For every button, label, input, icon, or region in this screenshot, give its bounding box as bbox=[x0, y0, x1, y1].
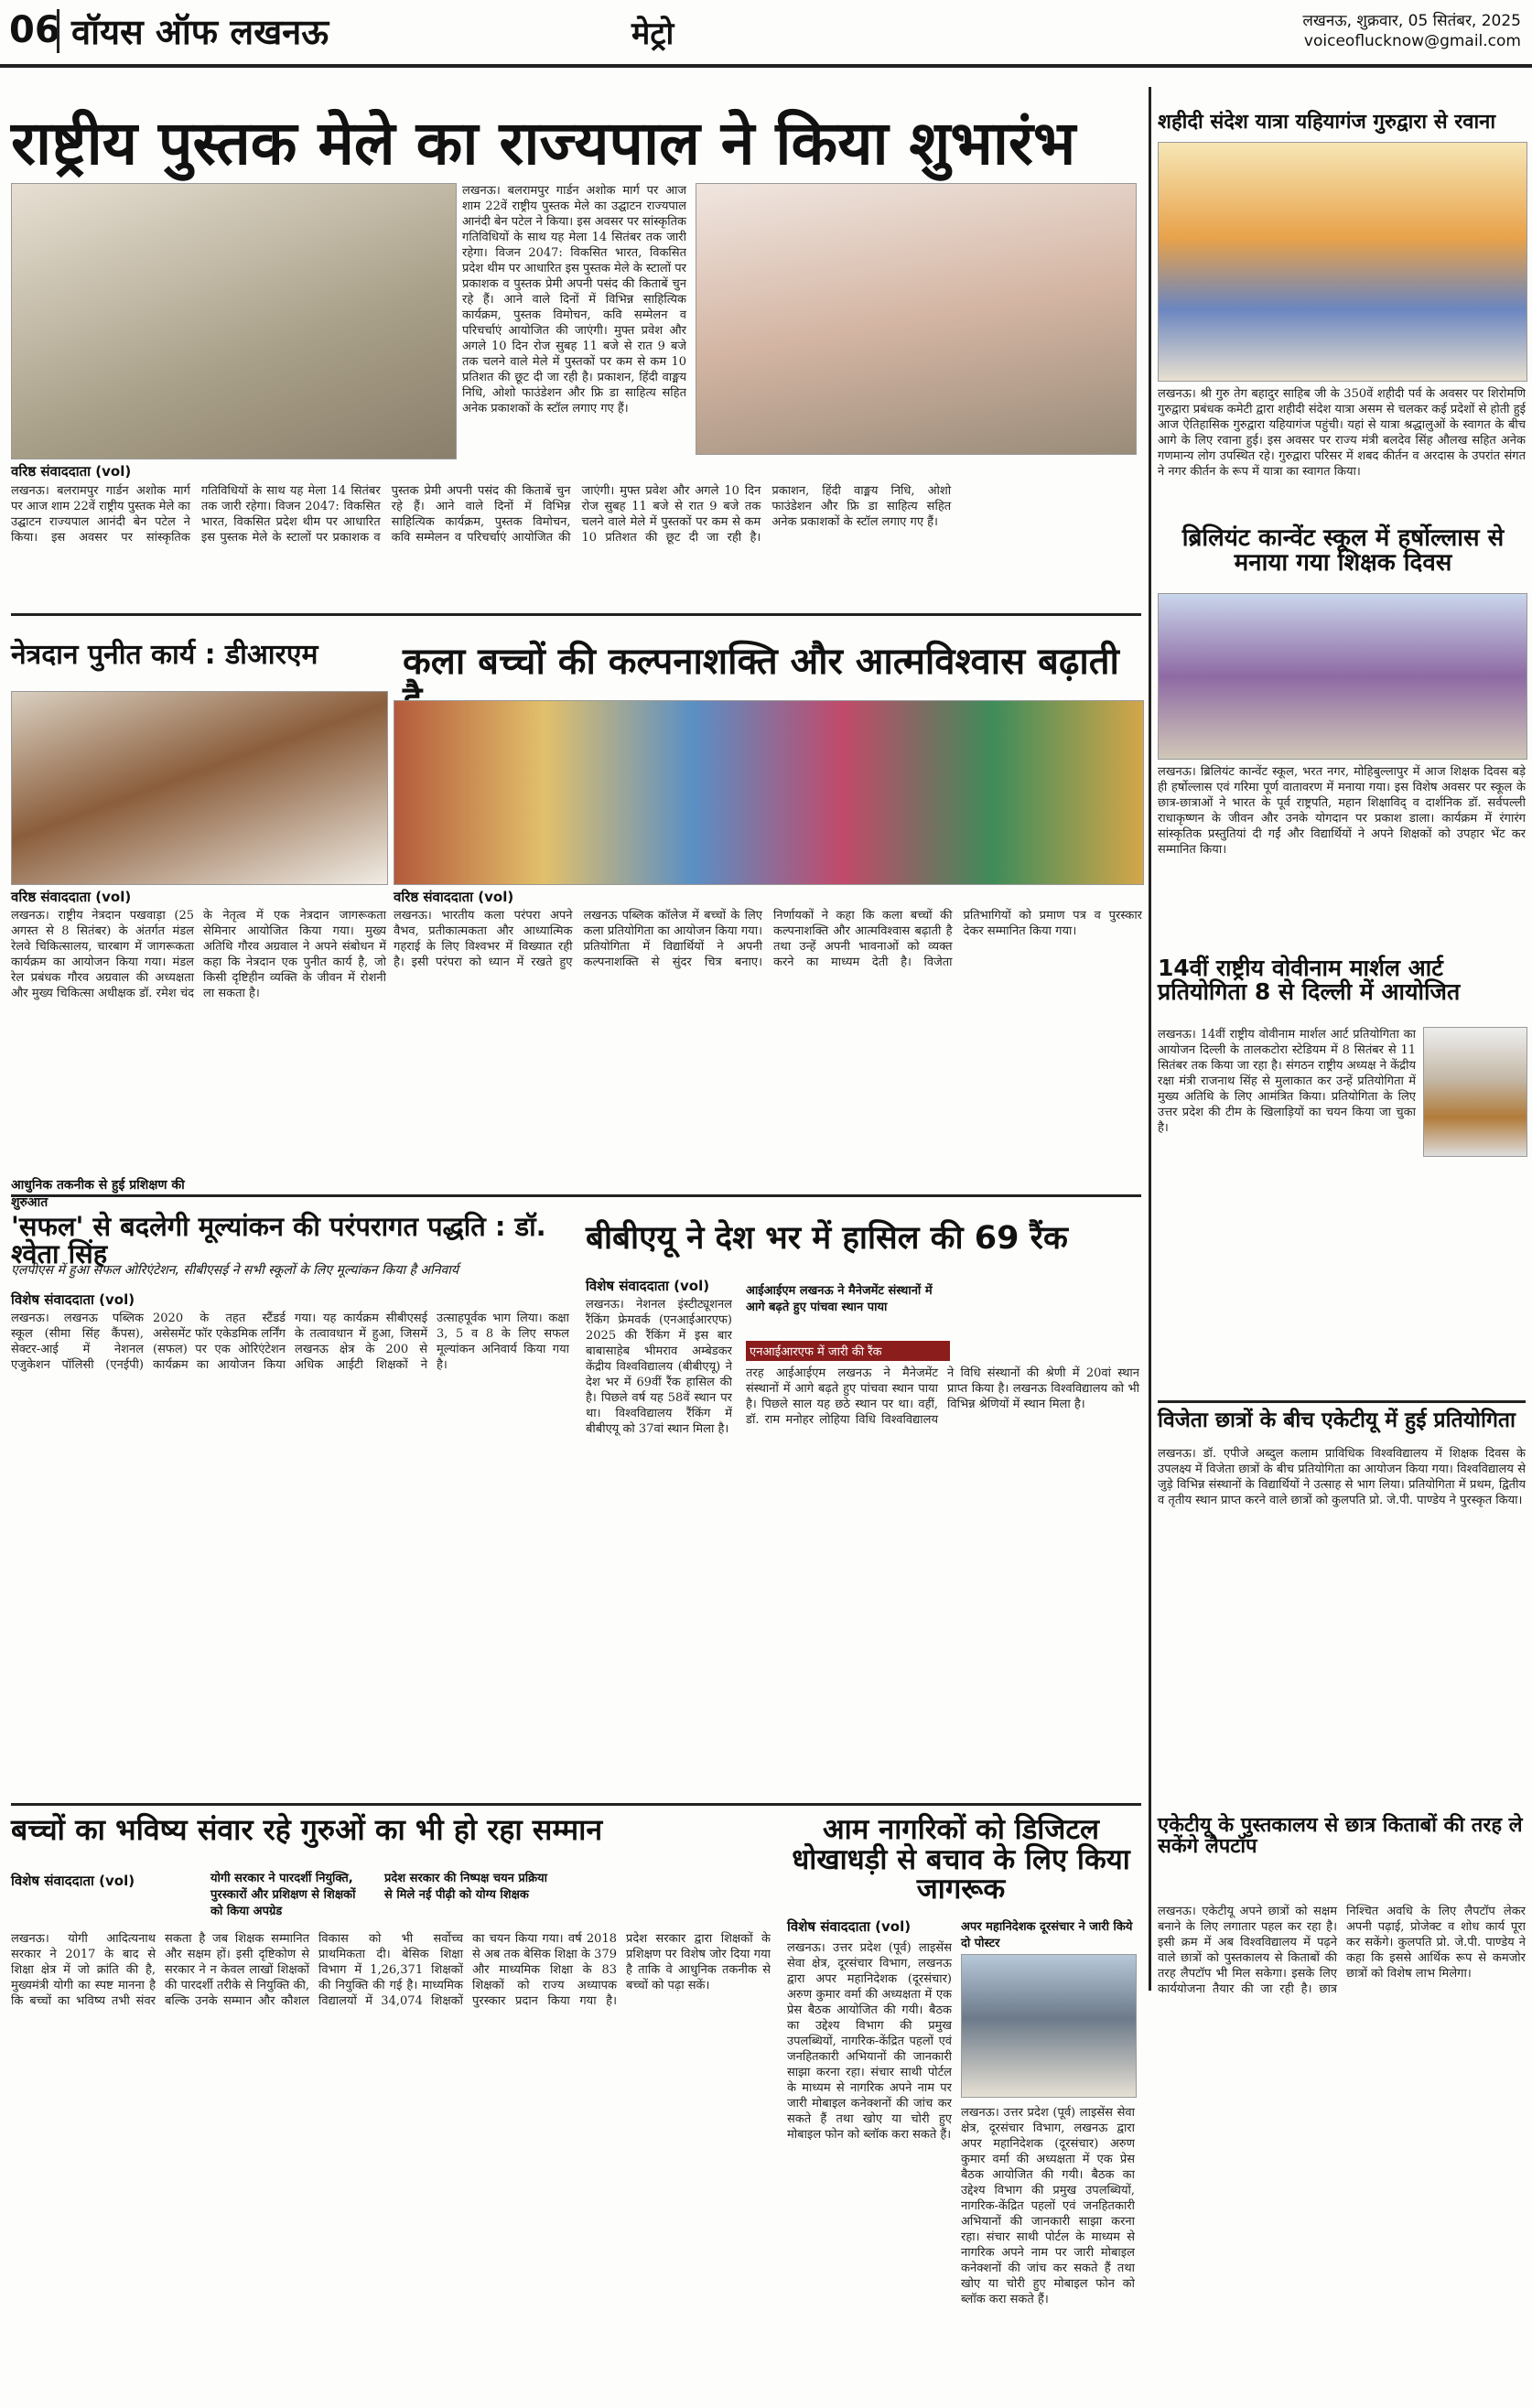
story1-body-upper: लखनऊ। बलरामपुर गार्डन अशोक मार्ग पर आज शाम 22वें राष्ट्रीय पुस्तक मेले का उद्घाटन राज्यपाल आनंदी बेन पटेल ने किया। इस अवसर पर सांस्कृतिक गतिविधियों के साथ यह मेला 14 सितंबर तक जारी रहेगा। विजन 2047: विकसित भारत, विकसित प्रदेश थीम पर आधारित इस पुस्तक मेले के स्टालों पर प्रकाशक व पुस्तक प्रेमी अपनी पसंद की किताबें चुन रहे हैं। आने वाले दिनों में विभिन्न साहित्यिक कार्यक्रम, पुस्तक विमोचन, कवि सम्मेलन व परिचर्चाएं आयोजित की जाएंगी। मुफ्त प्रवेश और अगले 10 दिन रोज सुबह 11 बजे से रात 9 बजे तक चलने वाले मेले में पुस्तकों पर कम से कम 10 प्रतिशत की छूट दी जा रही है। प्रकाशन, हिंदी वाङ्मय निधि, ओशो फाउंडेशन और फ्रि डा साहित्य सहित अनेक प्रकाशकों के स्टॉल लगाए गए हैं। bbox=[462, 184, 686, 416]
section-name: मेट्रो bbox=[631, 16, 674, 52]
story7-body: लखनऊ। उत्तर प्रदेश (पूर्व) लाइसेंस सेवा क्षेत्र, दूरसंचार विभाग, लखनऊ द्वारा अपर महानिदेशक (दूरसंचार) अरुण कुमार वर्मा की अध्यक्षता में एक प्रेस बैठक आयोजित की गयी। बैठक का उद्देश्य विभाग की प्रमुख उपलब्धियों, नागरिक-केंद्रित पहलों एवं जनहितकारी अभियानों की जानकारी साझा करना रहा। संचार साथी पोर्टल के माध्यम से नागरिक अपने नाम पर जारी मोबाइल कनेक्शनों की जांच कर सकते हैं तथा खोए या चोरी हुए मोबाइल फोन को ब्लॉक करा सकते हैं। bbox=[787, 1941, 952, 2142]
paper-name: वॉयस ऑफ लखनऊ bbox=[71, 12, 329, 52]
story3-photo bbox=[394, 700, 1144, 885]
row-rule-2 bbox=[11, 1194, 1141, 1197]
story3-byline: वरिष्ठ संवाददाता (vol) bbox=[394, 889, 514, 905]
row-rule-3 bbox=[11, 1803, 1141, 1806]
sidebar4-rule bbox=[1158, 1400, 1526, 1403]
sidebar1-headline: शहीदी संदेश यात्रा यहियागंज गुरुद्वारा से रवाना bbox=[1158, 111, 1496, 134]
sidebar4-headline: विजेता छात्रों के बीच एकेटीयू में हुई प्रतियोगिता bbox=[1158, 1409, 1516, 1432]
story2-headline: नेत्रदान पुनीत कार्य : डीआरएम bbox=[11, 639, 318, 671]
sidebar2-photo bbox=[1158, 593, 1527, 760]
story6-box1: योगी सरकार ने पारदर्शी नियुक्ति, पुरस्कारों और प्रशिक्षण से शिक्षकों को किया अपग्रेड bbox=[210, 1872, 356, 1918]
story4-byline: विशेष संवाददाता (vol) bbox=[11, 1291, 135, 1308]
story6-byline: विशेष संवाददाता (vol) bbox=[11, 1873, 135, 1889]
story7-caption: अपर महानिदेशक दूरसंचार ने जारी किये दो पोस्टर bbox=[961, 1920, 1133, 1950]
story3-body: लखनऊ। भारतीय कला परंपरा अपने वैभव, प्रतीकात्मकता और आध्यात्मिक गहराई के लिए विश्वभर में विख्यात रही है। इसी परंपरा को ध्यान में रखते हुए लखनऊ पब्लिक कॉलेज में बच्चों के लिए कला प्रतियोगिता का आयोजन किया गया। प्रतियोगिता में विद्यार्थियों ने अपनी कल्पनाशक्ति से सुंदर चित्र बनाए। निर्णायकों ने कहा कि कला बच्चों की कल्पनाशक्ति और आत्मविश्वास बढ़ाती है तथा उन्हें अपनी भावनाओं को व्यक्त करने का माध्यम देती है। विजेता प्रतिभागियों को प्रमाण पत्र व पुरस्कार देकर सम्मानित किया गया। bbox=[394, 909, 1142, 969]
story2-photo bbox=[11, 691, 388, 885]
story7-headline: आम नागरिकों को डिजिटल धोखाधड़ी से बचाव के लिए किया जागरूक bbox=[792, 1813, 1130, 1906]
row-rule bbox=[11, 613, 1141, 616]
sidebar1-photo bbox=[1158, 142, 1527, 382]
sidebar1-body: लखनऊ। श्री गुरु तेग बहादुर साहिब जी के 350वें शहीदी पर्व के अवसर पर शिरोमणि गुरुद्वारा प्रबंधक कमेटी द्वारा शहीदी संदेश यात्रा असम से चलकर कई प्रदेशों से होती हुई आज ऐतिहासिक गुरुद्वारा यहियागंज पहुंची। यहां से यात्रा श्रद्धालुओं के स्वागत के बीच आगे के लिए रवाना हुई। इस अवसर पर राज्य मंत्री बलदेव सिंह औलख सहित अनेक गणमान्य लोग उपस्थित रहे। गुरुद्वारा परिसर में शबद कीर्तन व अरदास के उपरांत संगत ने नगर कीर्तन के रूप में यात्रा का स्वागत किया। bbox=[1158, 387, 1526, 479]
story7-byline: विशेष संवाददाता (vol) bbox=[787, 1918, 912, 1935]
sidebar2-body: लखनऊ। ब्रिलियंट कान्वेंट स्कूल, भरत नगर, मोहिबुल्लापुर में आज शिक्षक दिवस बड़े ही हर्षोल्लास एवं गरिमा पूर्ण वातावरण में मनाया गया। इस विशेष अवसर पर स्कूल के छात्र-छात्राओं ने भारत के पूर्व राष्ट्रपति, महान शिक्षाविद् व दार्शनिक डॉ. सर्वपल्ली राधाकृष्णन के जीवन और उनके योगदान पर प्रकाश डाला। कार्यक्रम में रंगारंग सांस्कृतिक प्रस्तुतियां दी गईं और विद्यार्थियों ने अपने शिक्षकों को उपहार भेंट कर सम्मानित किया। bbox=[1158, 765, 1526, 857]
story1-photo-2 bbox=[696, 183, 1137, 455]
story2-subhead: आधुनिक तकनीक से हुई प्रशिक्षण की शुरुआत bbox=[11, 1178, 185, 1210]
story5-headline: बीबीएयू ने देश भर में हासिल की 69 रैंक bbox=[586, 1220, 1068, 1257]
story6-headline: बच्चों का भविष्य संवार रहे गुरुओं का भी हो रहा सम्मान bbox=[11, 1812, 603, 1847]
story5-side-body: तरह आईआईएम लखनऊ ने मैनेजमेंट संस्थानों में आगे बढ़ते हुए पांचवा स्थान पाया है। पिछले साल यह छठे स्थान पर था। वहीं, डॉ. राम मनोहर लोहिया विधि विश्वविद्यालय ने विधि संस्थानों की श्रेणी में 20वां स्थान प्राप्त किया है। लखनऊ विश्वविद्यालय को भी विभिन्न श्रेणियों में स्थान मिला है। bbox=[746, 1366, 1139, 1427]
story1-photo-1 bbox=[11, 183, 457, 459]
date-text: लखनऊ, शुक्रवार, 05 सितंबर, 2025 bbox=[1302, 12, 1521, 30]
story7-body-2: लखनऊ। उत्तर प्रदेश (पूर्व) लाइसेंस सेवा क्षेत्र, दूरसंचार विभाग, लखनऊ द्वारा अपर महानिदेशक (दूरसंचार) अरुण कुमार वर्मा की अध्यक्षता में एक प्रेस बैठक आयोजित की गयी। बैठक का उद्देश्य विभाग की प्रमुख उपलब्धियों, नागरिक-केंद्रित पहलों एवं जनहितकारी अभियानों की जानकारी साझा करना रहा। संचार साथी पोर्टल के माध्यम से नागरिक अपने नाम पर जारी मोबाइल कनेक्शनों की जांच कर सकते हैं तथा खोए या चोरी हुए मोबाइल फोन को ब्लॉक करा सकते हैं। bbox=[961, 2106, 1135, 2306]
story5-body: लखनऊ। नेशनल इंस्टीट्यूशनल रैंकिंग फ्रेमवर्क (एनआईआरएफ) 2025 की रैंकिंग में इस बार बाबासाहेब भीमराव अम्बेडकर केंद्रीय विश्वविद्यालय (बीबीएयू) ने देश भर में 69वीं रैंक हासिल की है। पिछले वर्ष यह 58वें स्थान पर था। विश्वविद्यालय रैंकिंग में बीबीएयू को 37वां स्थान मिला है। bbox=[586, 1298, 732, 1436]
email-text: voiceoflucknow@gmail.com bbox=[1303, 32, 1521, 50]
sidebar3-photo bbox=[1423, 1027, 1527, 1157]
sidebar3-body: लखनऊ। 14वीं राष्ट्रीय वोवीनाम मार्शल आर्ट प्रतियोगिता का आयोजन दिल्ली के तालकटोरा स्टेडियम में 8 सितंबर से 11 सितंबर तक किया जा रहा है। संगठन राष्ट्रीय अध्यक्ष ने केंद्रीय रक्षा मंत्री राजनाथ सिंह से मुलाकात कर उन्हें प्रतियोगिता में मुख्य अतिथि के लिए आमंत्रित किया। प्रतियोगिता के लिए उत्तर प्रदेश की टीम के खिलाड़ियों का चयन किया जा चुका है। bbox=[1158, 1028, 1416, 1135]
story4-body: लखनऊ। लखनऊ पब्लिक स्कूल (सीमा सिंह कैंपस), सेक्टर-आई में नेशनल एजुकेशन पॉलिसी (एनईपी) 2020 के तहत स्टैंडर्ड असेसमेंट फॉर एकेडमिक लर्निंग (सफल) पर एक ओरिएंटेशन कार्यक्रम का आयोजन किया गया। यह कार्यक्रम सीबीएसई के तत्वावधान में हुआ, जिसमें लखनऊ क्षेत्र के 200 से अधिक आईटी शिक्षकों ने उत्साहपूर्वक भाग लिया। कक्षा 3, 5 व 8 के लिए सफल मूल्यांकन अनिवार्य किया गया है। bbox=[11, 1312, 569, 1372]
dateline bbox=[1302, 11, 1521, 51]
story5-side-head: आईआईएम लखनऊ ने मैनेजमेंट संस्थानों में आगे बढ़ते हुए पांचवा स्थान पाया bbox=[746, 1284, 933, 1314]
masthead bbox=[0, 0, 1532, 68]
story1-body: लखनऊ। बलरामपुर गार्डन अशोक मार्ग पर आज शाम 22वें राष्ट्रीय पुस्तक मेले का उद्घाटन राज्यपाल आनंदी बेन पटेल ने किया। इस अवसर पर सांस्कृतिक गतिविधियों के साथ यह मेला 14 सितंबर तक जारी रहेगा। विजन 2047: विकसित भारत, विकसित प्रदेश थीम पर आधारित इस पुस्तक मेले के स्टालों पर प्रकाशक व पुस्तक प्रेमी अपनी पसंद की किताबें चुन रहे हैं। आने वाले दिनों में विभिन्न साहित्यिक कार्यक्रम, पुस्तक विमोचन, कवि सम्मेलन व परिचर्चाएं आयोजित की जाएंगी। मुफ्त प्रवेश और अगले 10 दिन रोज सुबह 11 बजे से रात 9 बजे तक चलने वाले मेले में पुस्तकों पर कम से कम 10 प्रतिशत की छूट दी जा रही है। प्रकाशन, हिंदी वाङ्मय निधि, ओशो फाउंडेशन और फ्रि डा साहित्य सहित अनेक प्रकाशकों के स्टॉल लगाए गए हैं। bbox=[11, 484, 952, 545]
story3-headline: कला बच्चों की कल्पनाशक्ति और आत्मविश्वास बढ़ाती bbox=[403, 641, 1119, 683]
story7-photo bbox=[961, 1954, 1137, 2098]
sidebar3-headline: 14वीं राष्ट्रीय वोवीनाम मार्शल आर्ट प्रतियोगिता 8 से दिल्ली में आयोजित bbox=[1158, 955, 1461, 1006]
sidebar4-body: लखनऊ। डॉ. एपीजे अब्दुल कलाम प्राविधिक विश्वविद्यालय में शिक्षक दिवस के उपलक्ष्य में विजेता छात्रों के बीच प्रतियोगिता का आयोजन किया गया। विश्वविद्यालय से जुड़े विभिन्न संस्थानों के विद्यार्थियों ने उत्साह से भाग लिया। प्रतियोगिता में प्रथम, द्वितीय व तृतीय स्थान प्राप्त करने वाले छात्रों को कुलपति प्रो. जे.पी. पाण्डेय ने पुरस्कृत किया। bbox=[1158, 1447, 1526, 1507]
story2-byline: वरिष्ठ संवाददाता (vol) bbox=[11, 889, 132, 905]
page-number: 06 bbox=[9, 9, 60, 51]
story6-box2: प्रदेश सरकार की निष्पक्ष चयन प्रक्रिया से मिले नई पीढ़ी को योग्य शिक्षक bbox=[384, 1872, 548, 1902]
story5-side-head2: एनआईआरएफ में जारी की रैंक bbox=[746, 1341, 950, 1361]
story8-body: लखनऊ। एकेटीयू अपने छात्रों को सक्षम बनाने के लिए लगातार पहल कर रहा है। इसी क्रम में अब विश्वविद्यालय में पढ़ने वाले छात्रों को पुस्तकालय से किताबों की तरह लैपटॉप भी मिल सकेगा। इसके लिए कार्ययोजना तैयार की जा रही है। छात्र निश्चित अवधि के लिए लैपटॉप लेकर अपनी पढ़ाई, प्रोजेक्ट व शोध कार्य पूरा कर सकेंगे। कुलपति प्रो. जे.पी. पाण्डेय ने कहा कि इससे आर्थिक रूप से कमजोर छात्रों को विशेष लाभ मिलेगा। bbox=[1158, 1905, 1526, 1996]
story4-headline: 'सफल' से बदलेगी मूल्यांकन की परंपरागत पद्धति : डॉ. श्वेता सिंह bbox=[11, 1211, 546, 1270]
story6-body: लखनऊ। योगी आदित्यनाथ सरकार ने 2017 के बाद से शिक्षा क्षेत्र में जो क्रांति की है, मुख्यमंत्री योगी का स्पष्ट मानना है कि बच्चों का भविष्य तभी संवर सकता है जब शिक्षक सम्मानित और सक्षम हों। इसी दृष्टिकोण से सरकार ने न केवल लाखों शिक्षकों की पारदर्शी तरीके से नियुक्ति की, बल्कि उनके सम्मान और कौशल विकास को भी सर्वोच्च प्राथमिकता दी। बेसिक शिक्षा विभाग में 1,26,371 शिक्षकों की नियुक्ति की गई है। माध्यमिक विद्यालयों में 34,074 शिक्षकों का चयन किया गया। वर्ष 2018 से अब तक बेसिक शिक्षा के 379 और माध्यमिक शिक्षा के 83 शिक्षकों को राज्य अध्यापक पुरस्कार प्रदान किया गया है। प्रदेश सरकार द्वारा शिक्षकों के प्रशिक्षण पर विशेष जोर दिया गया है ताकि वे आधुनिक तकनीक से बच्चों को पढ़ा सकें। bbox=[11, 1932, 771, 2008]
story1-headline: राष्ट्रीय पुस्तक मेले का राज्यपाल ने किया शुभारंभ bbox=[11, 108, 1076, 178]
story8-headline: एकेटीयू के पुस्तकालय से छात्र किताबों की तरह ले सकेंगे लैपटॉप bbox=[1158, 1814, 1523, 1859]
story5-byline: विशेष संवाददाता (vol) bbox=[586, 1278, 710, 1294]
sidebar2-headline: ब्रिलियंट कान्वेंट स्कूल में हर्षोल्लास से मनाया गया शिक्षक दिवस bbox=[1181, 524, 1505, 578]
masthead-divider bbox=[57, 9, 59, 53]
story2-body: लखनऊ। राष्ट्रीय नेत्रदान पखवाड़ा (25 अगस्त से 8 सितंबर) के अंतर्गत मंडल रेलवे चिकित्सालय, चारबाग में जागरूकता कार्यक्रम का आयोजन किया गया। मंडल रेल प्रबंधक गौरव अग्रवाल की अध्यक्षता और मुख्य चिकित्सा अधीक्षक डॉ. रमेश चंद के नेतृत्व में एक नेत्रदान जागरूकता सेमिनार आयोजित किया गया। मुख्य अतिथि गौरव अग्रवाल ने अपने संबोधन में कहा कि नेत्रदान एक पुनीत कार्य है, जो किसी दृष्टिहीन व्यक्ति के जीवन में रोशनी ला सकता है। bbox=[11, 909, 386, 1000]
story1-byline: वरिष्ठ संवाददाता (vol) bbox=[11, 463, 132, 480]
column-rule bbox=[1149, 87, 1151, 1991]
story4-subhead: एलपीएस में हुआ सफल ओरिएंटेशन, सीबीएसई ने सभी स्कूलों के लिए मूल्यांकन किया है अनिवार्य bbox=[11, 1263, 459, 1278]
